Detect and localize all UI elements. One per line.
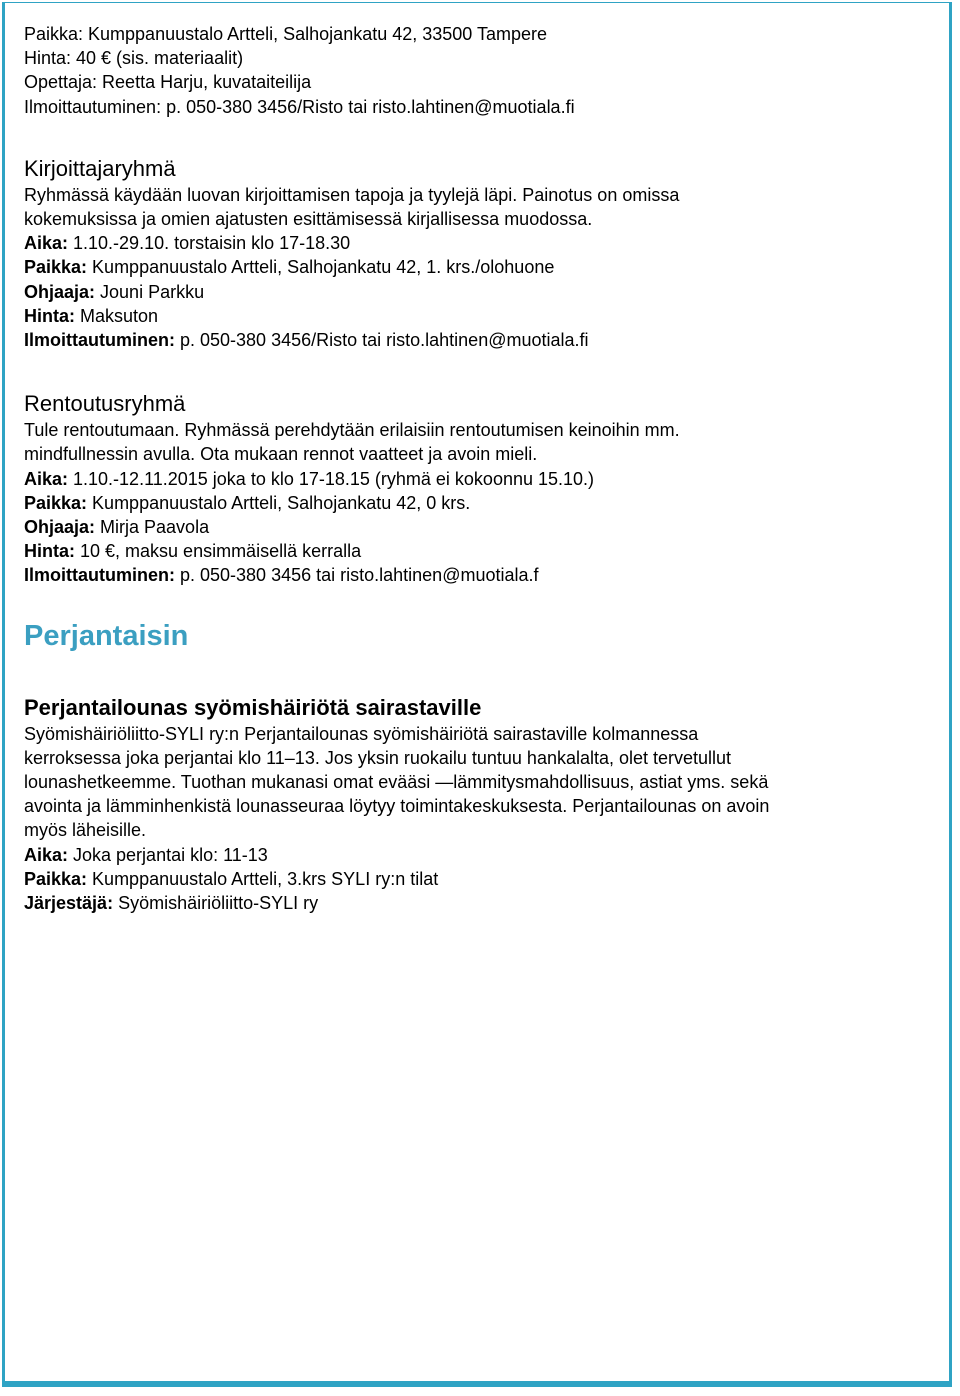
relax-leader-label: Ohjaaja: (24, 517, 96, 538)
relax-leader (24, 515, 924, 539)
art-course-details (24, 22, 924, 119)
writers-signup (24, 328, 924, 352)
relax-place-value: Kumppanuustalo Artteli, Salhojankatu 42, 0 krs. (87, 492, 471, 513)
lunch-time (24, 843, 924, 867)
relax-place (24, 491, 924, 515)
lunch-title: Perjantailounas syömishäiriötä sairastaville (24, 694, 482, 720)
lunch-organizer-label: Järjestäjä: (24, 893, 114, 914)
lunch-organizer (24, 891, 924, 915)
writers-price-value: Maksuton (75, 305, 159, 326)
relax-desc-1: Tule rentoutumaan. Ryhmässä perehdytään erilaisiin rentoutumisen keinoihin mm. (24, 420, 680, 441)
lunch-place (24, 867, 924, 891)
writers-price-label: Hinta: (24, 305, 75, 326)
relax-time-value: 1.10.-12.11.2015 joka to klo 17-18.15 (ryhmä ei kokoonnu 15.10.) (68, 468, 595, 489)
document-body (24, 22, 924, 915)
art-place: Paikka: Kumppanuustalo Artteli, Salhojankatu 42, 33500 Tampere (24, 24, 548, 44)
lunch-section (24, 694, 924, 916)
relax-place-label: Paikka: (24, 492, 88, 513)
lunch-organizer-value: Syömishäiriöliitto-SYLI ry (113, 893, 319, 914)
relax-leader-value: Mirja Paavola (95, 517, 210, 538)
writers-time-value: 1.10.-29.10. torstaisin klo 17-18.30 (68, 233, 351, 254)
lunch-desc-3: lounashetkeemme. Tuothan mukanasi omat evääsi —lämmitysmahdollisuus, astiat yms. sekä (24, 772, 769, 793)
lunch-desc-2: kerroksessa joka perjantai klo 11–13. Jos yksin ruokailu tuntuu hankalalta, olet tervetullut (24, 747, 732, 768)
writers-time (24, 231, 924, 255)
relax-desc-2: mindfullnessin avulla. Ota mukaan rennot vaatteet ja avoin mieli. (24, 444, 538, 465)
art-teacher: Opettaja: Reetta Harju, kuvataiteilija (24, 72, 312, 93)
writers-place (24, 255, 924, 279)
lunch-desc-1: Syömishäiriöliitto-SYLI ry:n Perjantailounas syömishäiriötä sairastaville kolmannessa (24, 723, 699, 744)
writers-time-label: Aika: (24, 233, 69, 254)
relax-time-label: Aika: (24, 468, 69, 489)
relax-signup-label: Ilmoittautuminen: (24, 565, 175, 586)
relax-signup-value: p. 050-380 3456 tai risto.lahtinen@muotiala.f (175, 565, 539, 586)
writers-leader (24, 280, 924, 304)
relax-price-label: Hinta: (24, 541, 75, 562)
writers-desc-1: Ryhmässä käydään luovan kirjoittamisen tapoja ja tyylejä läpi. Painotus on omissa (24, 184, 680, 205)
relax-section (24, 390, 924, 587)
relax-title: Rentoutusryhmä (24, 391, 186, 417)
lunch-time-label: Aika: (24, 844, 69, 865)
writers-place-label: Paikka: (24, 257, 88, 278)
writers-signup-value: p. 050-380 3456/Risto tai risto.lahtinen@muotiala.fi (175, 330, 589, 351)
relax-price-value: 10 €, maksu ensimmäisellä kerralla (75, 541, 362, 562)
relax-time (24, 467, 924, 491)
writers-leader-value: Jouni Parkku (95, 281, 205, 302)
lunch-desc-5: myös läheisille. (24, 820, 147, 841)
relax-signup (24, 563, 924, 587)
art-signup: Ilmoittautuminen: p. 050-380 3456/Risto tai risto.lahtinen@muotiala.fi (24, 96, 575, 117)
fridays-heading: Perjantaisin (24, 619, 189, 652)
writers-desc-2: kokemuksissa ja omien ajatusten esittämisessä kirjallisessa muodossa. (24, 209, 593, 230)
lunch-place-value: Kumppanuustalo Artteli, 3.krs SYLI ry:n tilat (87, 868, 439, 889)
writers-price (24, 304, 924, 328)
relax-price (24, 539, 924, 563)
writers-title: Kirjoittajaryhmä (24, 155, 176, 181)
art-price: Hinta: 40 € (sis. materiaalit) (24, 48, 244, 69)
lunch-time-value: Joka perjantai klo: 11-13 (68, 844, 268, 865)
writers-signup-label: Ilmoittautuminen: (24, 330, 175, 351)
lunch-place-label: Paikka: (24, 868, 88, 889)
writers-section (24, 155, 924, 352)
lunch-desc-4: avointa ja lämminhenkistä lounasseuraa löytyy toimintakeskuksesta. Perjantailounas on avoin (24, 796, 770, 817)
writers-place-value: Kumppanuustalo Artteli, Salhojankatu 42, 1. krs./olohuone (87, 257, 555, 278)
writers-leader-label: Ohjaaja: (24, 281, 96, 302)
